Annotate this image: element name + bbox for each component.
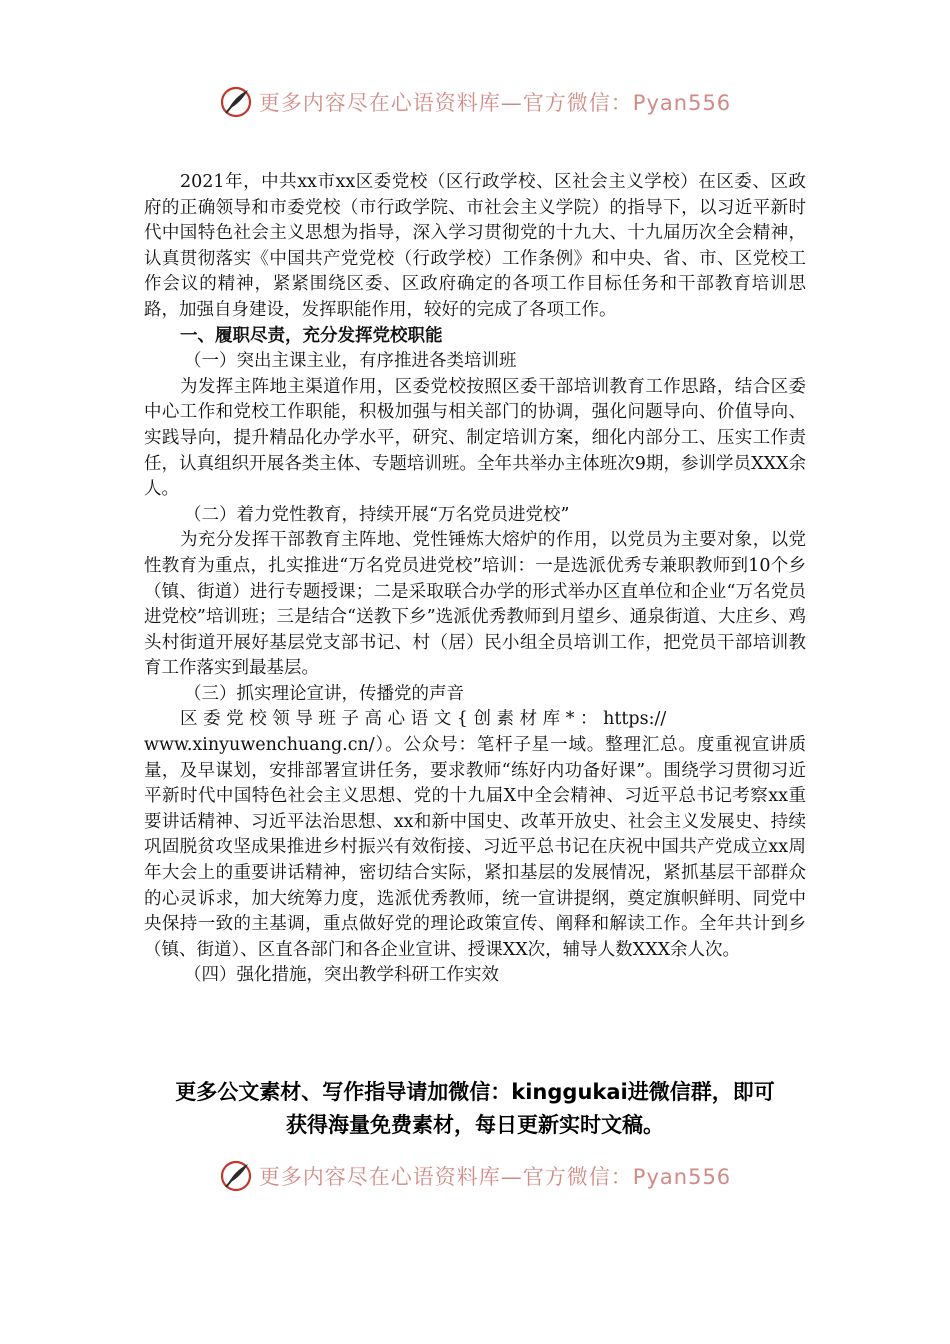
header-banner (0, 80, 950, 124)
subsection-body-1: 为发挥主阵地主渠道作用，区委党校按照区委干部培训教育工作思路，结合区委中心工作和党校工作职能，积极加强与相关部门的协调，强化问题导向、价值导向、实践导向，提升精品化办学水平，研究、制定培训方案，细化内部分工、压实工作责任，认真组织开展各类主体、专题培训班。全年共举办主体班次9期，参训学员XXX余人。 (144, 376, 806, 500)
header-banner-text: 更多内容尽在心语资料库—官方微信：Pyan556 (258, 91, 732, 115)
subsection-heading-1: （一）突出主课主业，有序推进各类培训班 (184, 351, 517, 372)
subsection-heading-2: （二）着力党性教育，持续开展“万名党员进党校” (184, 504, 570, 525)
promo-line-2: 获得海量免费素材，每日更新实时文稿。 (286, 1113, 664, 1137)
intro-paragraph: 2021年，中共xx市xx区委党校（区行政学校、区社会主义学校）在区委、区政府的正确领导和市委党校（市行政学院、市社会主义学院）的指导下，以习近平新时代中国特色社会主义思想为指导，深入学习贯彻党的十九大、十九届历次全会精神，认真贯彻落实《中国共产党党校（行政学校）工作条例》和中央、省、市、区党校工作会议的精神，紧紧围绕区委、区政府确定的各项工作目标任务和干部教育培训思路，加强自身建设，发挥职能作用，较好的完成了各项工作。 (144, 172, 806, 320)
subsection-body-2: 为充分发挥干部教育主阵地、党性锤炼大熔炉的作用，以党员为主要对象，以党性教育为重点，扎实推进“万名党员进党校”培训：一是选派优秀专兼职教师到10个乡（镇、街道）进行专题授课；二是采取联合办学的形式举办区直单位和企业“万名党员进党校”培训班；三是结合“送教下乡”选派优秀教师到月望乡、通泉街道、大庄乡、鸡头村街道开展好基层党支部书记、村（居）民小组全员培训工作，把党员干部培训教育工作落实到最基层。 (144, 530, 806, 679)
quill-pen-logo-icon (219, 1159, 253, 1193)
promo-notice (0, 1076, 950, 1142)
quill-pen-logo-icon (219, 85, 253, 119)
document-body (144, 170, 806, 989)
subsection-body-3-line1: 区 委 党 校 领 导 班 子 高 心 语 文 { 创 素 材 库 * ： https:// (180, 709, 667, 730)
promo-line-1: 更多公文素材、写作指导请加微信：kinggukai进微信群，即可 (175, 1080, 775, 1104)
subsection-heading-4: （四）强化措施，突出教学科研工作实效 (184, 965, 499, 986)
subsection-heading-3: （三）抓实理论宣讲，传播党的声音 (184, 683, 464, 704)
footer-banner-text: 更多内容尽在心语资料库—官方微信：Pyan556 (258, 1165, 732, 1189)
subsection-body-3: www.xinyuwenchuang.cn/）。公众号：笔杆子星一域。整理汇总。度重视宣讲质量，及早谋划，安排部署宣讲任务，要求教师“练好内功备好课”。围绕学习贯彻习近平新时代中国特色社会主义思想、党的十九届X中全会精神、习近平总书记考察xx重要讲话精神、习近平法治思想、xx和新中国史、改革开放史、社会主义发展史、持续巩固脱贫攻坚成果推进乡村振兴有效衔接、习近平总书记在庆祝中国共产党成立xx周年大会上的重要讲话精神，密切结合实际，紧扣基层的发展情况，紧抓基层干部群众的心灵诉求，加大统筹力度，选派优秀教师，统一宣讲提纲，奠定旗帜鲜明、同党中央保持一致的主基调，重点做好党的理论政策宣传、阐释和解读工作。全年共计到乡（镇、街道）、区直各部门和各企业宣讲、授课XX次，辅导人数XXX余人次。 (144, 735, 806, 960)
section-heading-1: 一、履职尽责，充分发挥党校职能 (180, 325, 443, 346)
footer-banner (0, 1154, 950, 1198)
